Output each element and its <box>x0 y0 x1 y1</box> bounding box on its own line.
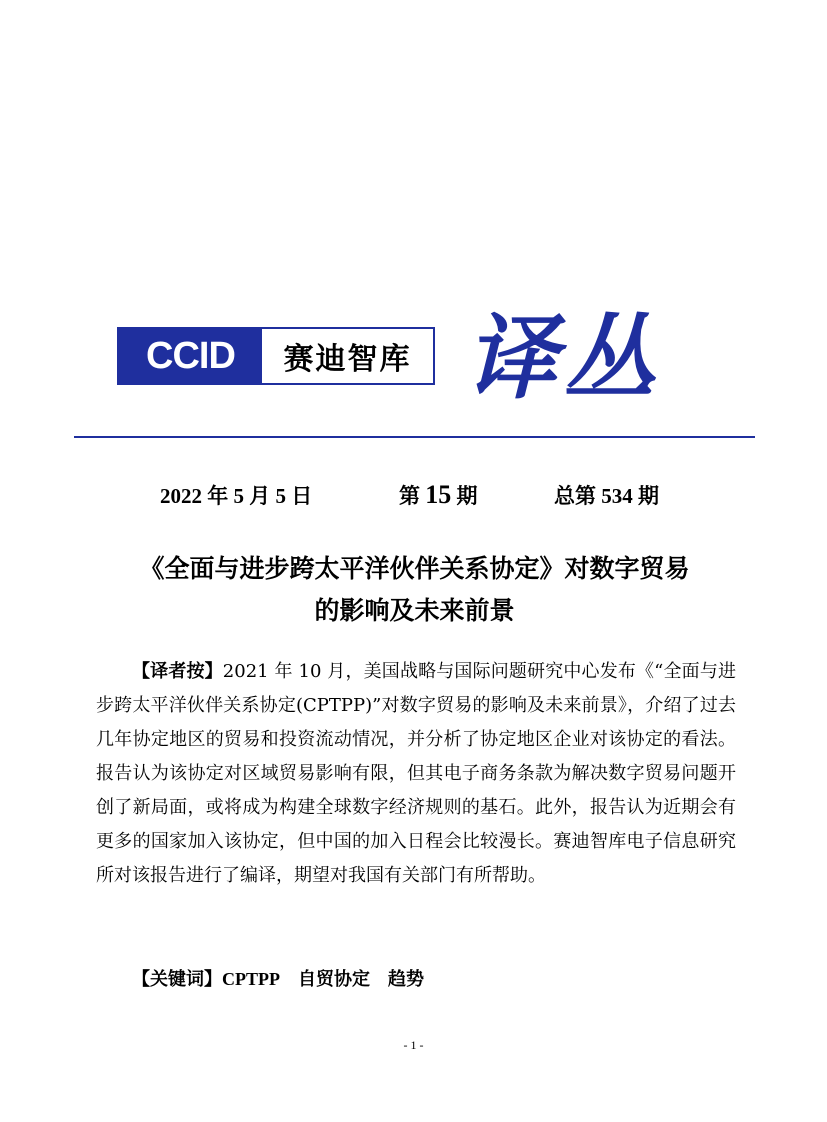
document-title <box>74 548 755 632</box>
issue-number-value: 15 <box>425 480 452 509</box>
translator-note-label: 【译者按】 <box>132 661 223 682</box>
issue-date: 2022 年 5 月 5 日 <box>160 484 313 508</box>
logo-chinese-name: 赛迪智库 <box>283 342 412 377</box>
logo-ccid-text: CCID <box>119 329 262 383</box>
title-line-2: 的影响及未来前景 <box>314 596 515 625</box>
issue-info <box>0 472 827 512</box>
issue-number-prefix: 第 <box>399 484 420 508</box>
translator-note <box>96 655 736 893</box>
translator-note-text: 2021 年 10 月，美国战略与国际问题研究中心发布《“全面与进步跨太平洋伙伴关系协定(CPTPP)”对数字贸易的影响及未来前景》，介绍了过去几年协定地区的贸易和投资流动情况，并分析了协定地区企业对该协定的看法。报告认为该协定对区域贸易影响有限，但其电子商务条款为解决数字贸易问题开创了新局面，或将成为构建全球数字经济规则的基石。此外，报告认为近期会有更多的国家加入该协定，但中国的加入日程会比较漫长。赛迪智库电子信息研究所对该报告进行了编译，期望对我国有关部门有所帮助。 <box>96 661 737 886</box>
issue-number-suffix: 期 <box>456 484 478 508</box>
ccid-logo <box>117 327 435 385</box>
keywords <box>132 962 442 996</box>
keyword-item: CPTPP <box>222 969 280 989</box>
keyword-item: 趋势 <box>388 969 424 990</box>
issue-number <box>399 480 478 510</box>
series-title: 译丛 <box>465 304 662 412</box>
translator-note-paragraph <box>96 655 736 893</box>
issue-total: 总第 534 期 <box>554 484 659 508</box>
keywords-label: 【关键词】 <box>132 969 222 990</box>
header-divider <box>74 436 755 438</box>
keyword-item: 自贸协定 <box>298 969 370 990</box>
title-line-1: 《全面与进步跨太平洋伙伴关系协定》对数字贸易 <box>139 554 690 583</box>
page-number: - 1 - <box>403 1038 424 1052</box>
